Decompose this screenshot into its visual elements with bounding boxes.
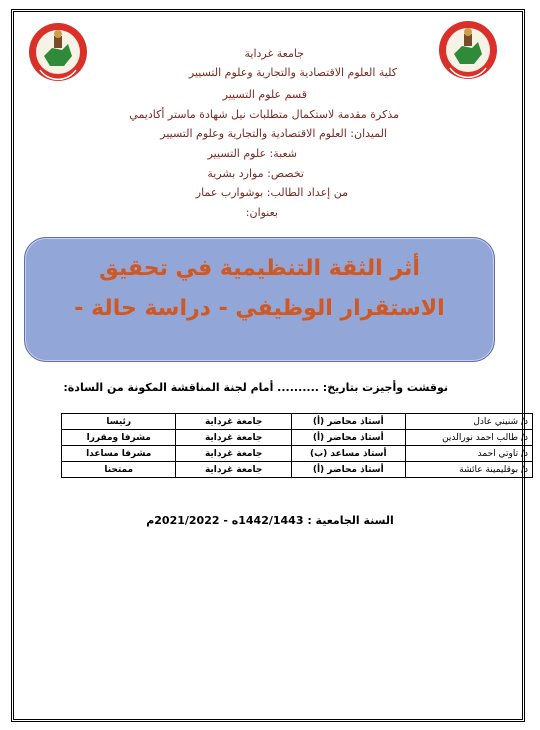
jury-university: جامعة غرداية: [176, 414, 291, 430]
thesis-purpose: مذكرة مقدمة لاستكمال متطلبات نيل شهادة ماستر أكاديمي: [129, 108, 399, 121]
table-row: [62, 462, 533, 478]
table-row: [62, 430, 533, 446]
thesis-title-box: [24, 237, 495, 362]
jury-rank: أستاذ محاضر (أ): [291, 414, 405, 430]
jury-name: د/ شنيني عادل: [405, 414, 532, 430]
specialization-line: تخصص: موارد بشرية: [207, 167, 304, 180]
jury-name: د/ بوقليمينة عائشة: [405, 462, 532, 478]
jury-rank: أستاذ مساعد (ب): [291, 446, 405, 462]
jury-role: مشرفا ومقررا: [62, 430, 176, 446]
department-name: قسم علوم التسيير: [222, 88, 307, 101]
jury-role: رئيسا: [62, 414, 176, 430]
jury-rank: أستاذ محاضر (أ): [291, 430, 405, 446]
jury-rank: أستاذ محاضر (أ): [291, 462, 405, 478]
jury-name: د/ طالب احمد نورالدين: [405, 430, 532, 446]
title-label: بعنوان:: [245, 206, 278, 219]
prepared-by-line: من إعداد الطالب: بوشوارب عمار: [195, 186, 348, 199]
table-row: [62, 446, 533, 462]
jury-university: جامعة غرداية: [176, 430, 291, 446]
jury-name: د/ تاوتي احمد: [405, 446, 532, 462]
thesis-title-line-1: أثر الثقة التنظيمية في تحقيق: [99, 256, 420, 281]
jury-role: ممتحنا: [62, 462, 176, 478]
jury-table: [61, 413, 533, 478]
jury-university: جامعة غرداية: [176, 462, 291, 478]
jury-university: جامعة غرداية: [176, 446, 291, 462]
field-line: الميدان: العلوم الاقتصادية والتجارية وعلوم التسيير: [160, 127, 387, 140]
faculty-name: كلية العلوم الاقتصادية والتجارية وعلوم التسيير: [188, 66, 397, 79]
header-block: [0, 0, 540, 230]
branch-line: شعبة: علوم التسيير: [207, 147, 297, 160]
university-name: جامعة غرداية: [244, 47, 304, 60]
discussion-statement: نوقشت وأجيزت بتاريخ: .......... أمام لجنة المناقشة المكونة من السادة:: [63, 381, 448, 394]
thesis-title-line-2: الاستقرار الوظيفي - دراسة حالة -: [74, 296, 445, 321]
jury-role: مشرفا مساعدا: [62, 446, 176, 462]
table-row: [62, 414, 533, 430]
academic-year: السنة الجامعية : 1442/1443ه - 2021/2022م: [146, 514, 394, 527]
